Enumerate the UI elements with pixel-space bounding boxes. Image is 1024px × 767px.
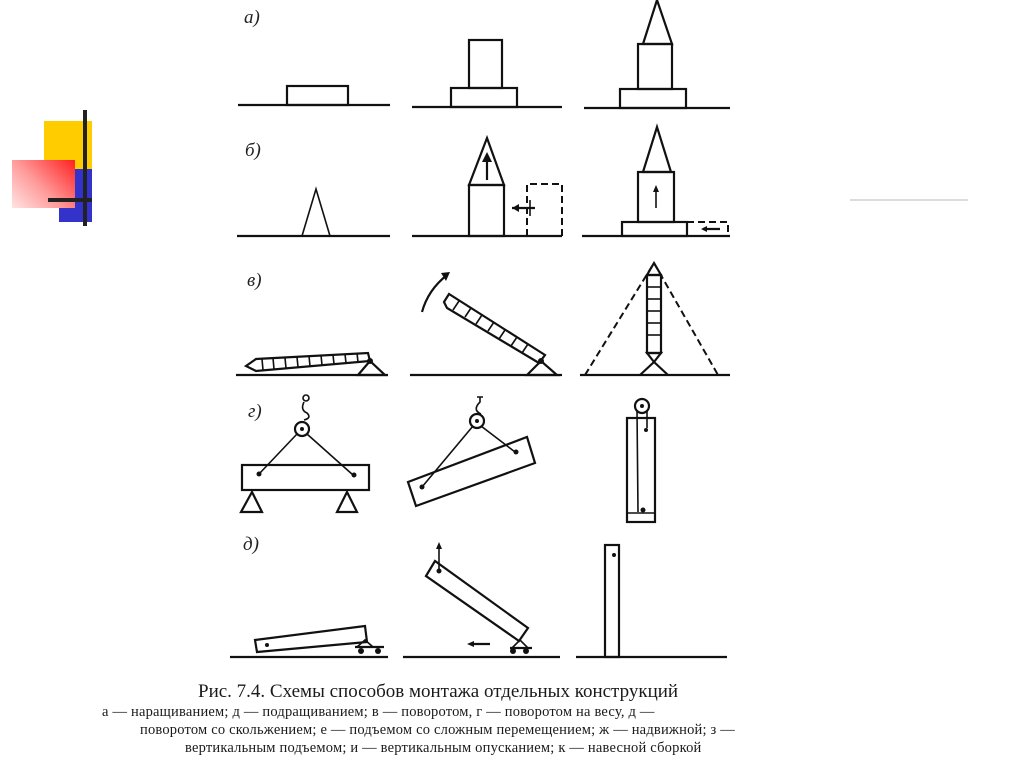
figure-caption-line-2: поворотом со скольжением; е — подъемом со сложным перемещением; ж — надвижной; з — [140, 722, 735, 738]
row-v [236, 263, 730, 375]
scheme-v-2 [410, 272, 562, 375]
scheme-d-2 [403, 542, 560, 657]
scheme-a-3 [584, 0, 730, 108]
row-label-d: д) [243, 534, 259, 555]
scheme-v-3 [580, 263, 730, 375]
scheme-b-1 [237, 189, 390, 236]
row-label-a: а) [244, 7, 260, 28]
scheme-d-1 [230, 626, 388, 657]
scheme-d-3 [576, 545, 727, 657]
figure-caption-title: Рис. 7.4. Схемы способов монтажа отдельных конструкций [198, 681, 679, 702]
row-label-v: в) [247, 270, 262, 291]
row-label-g: г) [248, 401, 262, 422]
scheme-b-3 [582, 127, 730, 236]
figure-caption-line-1: а — наращиванием; д — подращиванием; в — поворотом, г — поворотом на весу, д — [102, 704, 655, 720]
scheme-g-2 [408, 397, 535, 506]
scheme-v-1 [236, 353, 388, 375]
row-label-b: б) [245, 140, 261, 161]
scheme-g-3 [627, 399, 655, 522]
scheme-a-2 [412, 40, 562, 107]
figure-caption-line-3: вертикальным подъемом; и — вертикальным опусканием; к — навесной сборкой [185, 740, 702, 756]
row-d [230, 542, 727, 657]
scheme-a-1 [238, 86, 390, 105]
row-g [241, 395, 655, 522]
row-b [237, 127, 730, 236]
row-a [238, 0, 730, 108]
scheme-b-2 [412, 138, 562, 236]
